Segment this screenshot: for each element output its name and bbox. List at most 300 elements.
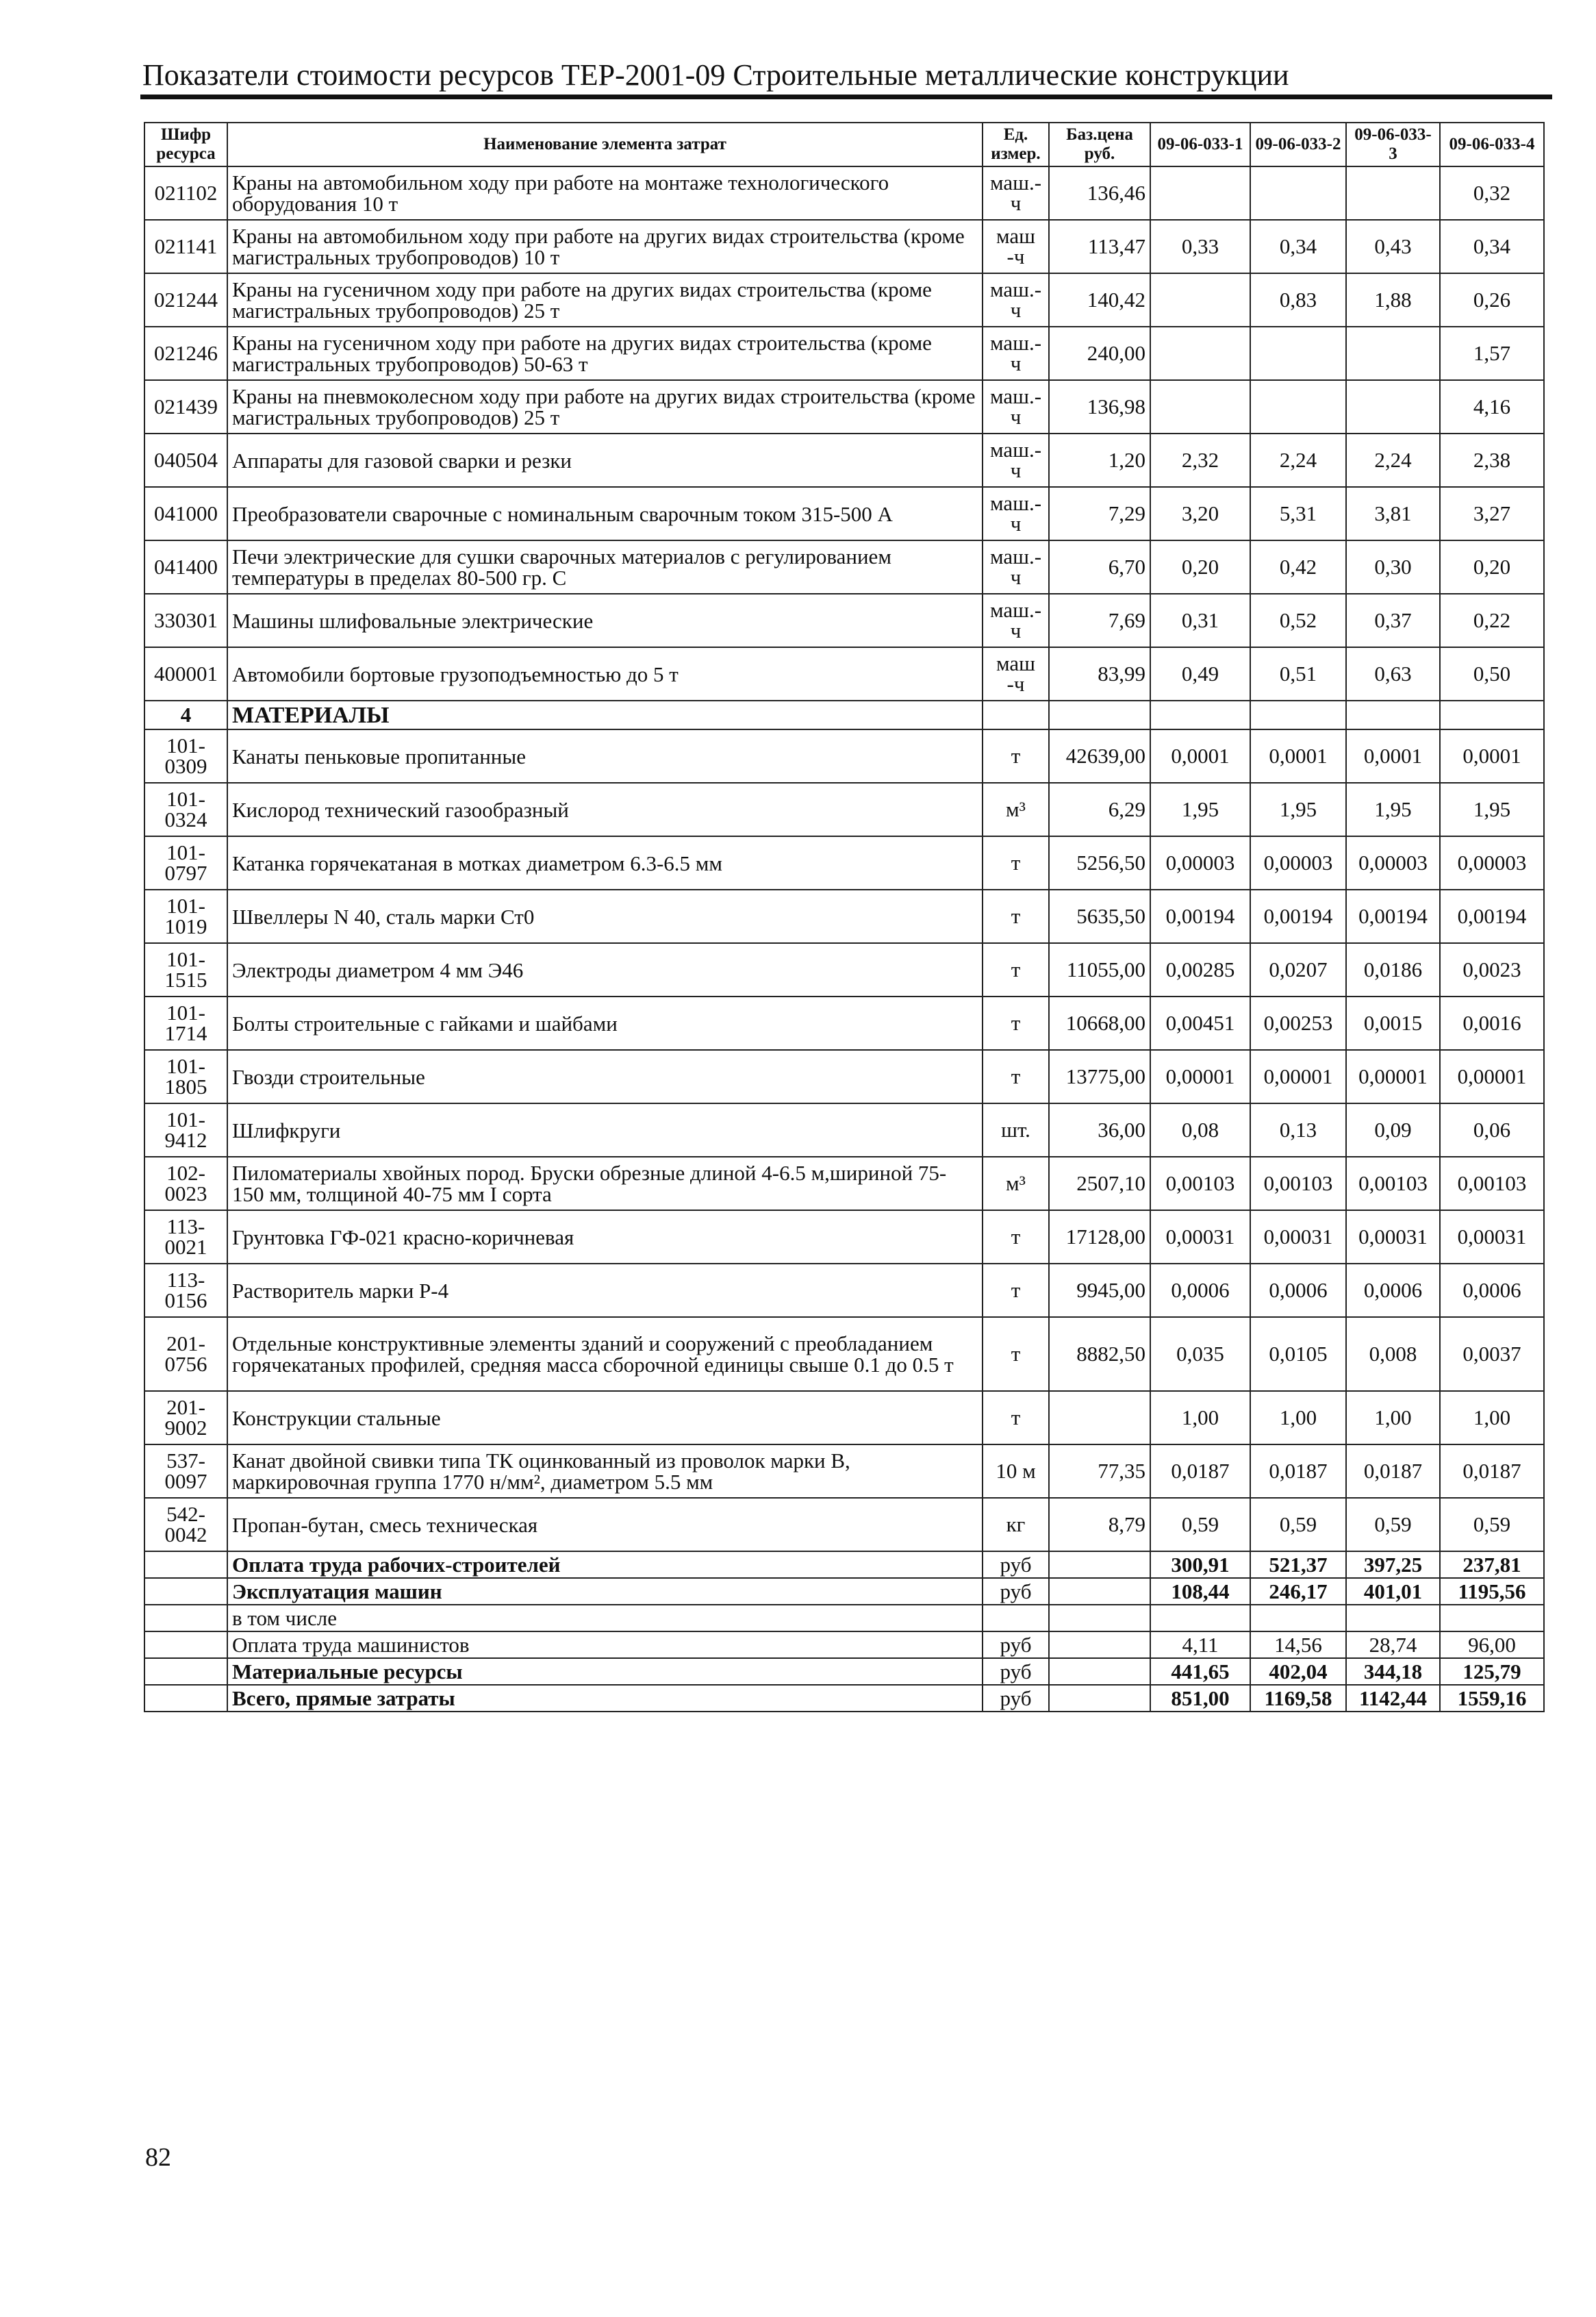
resource-code-cell: 101-9412 bbox=[144, 1103, 227, 1157]
value-033-2-cell: 402,04 bbox=[1250, 1658, 1346, 1685]
value-033-3-cell: 0,0006 bbox=[1346, 1264, 1440, 1317]
resource-code-cell: 040504 bbox=[144, 434, 227, 487]
table-row bbox=[144, 943, 1544, 997]
value-033-4-cell: 0,50 bbox=[1440, 647, 1544, 701]
value-033-1-cell: 0,31 bbox=[1150, 594, 1250, 647]
value-033-1-cell: 108,44 bbox=[1150, 1578, 1250, 1605]
resource-code-cell: 041400 bbox=[144, 540, 227, 594]
resource-code-cell: 537-0097 bbox=[144, 1444, 227, 1498]
header-rule bbox=[140, 95, 1552, 99]
empty-cell bbox=[1049, 1685, 1150, 1712]
resource-code-cell: 101-0309 bbox=[144, 729, 227, 783]
base-price-cell: 1,20 bbox=[1049, 434, 1150, 487]
table-row bbox=[144, 1103, 1544, 1157]
empty-cell bbox=[1049, 1605, 1150, 1631]
table-row bbox=[144, 380, 1544, 434]
value-033-2-cell: 0,00253 bbox=[1250, 997, 1346, 1050]
unit-cell bbox=[983, 1605, 1049, 1631]
value-033-3-cell: 1142,44 bbox=[1346, 1685, 1440, 1712]
empty-cell bbox=[1440, 701, 1544, 729]
table-row bbox=[144, 594, 1544, 647]
value-033-2-cell: 0,00031 bbox=[1250, 1210, 1346, 1264]
value-033-2-cell: 0,51 bbox=[1250, 647, 1346, 701]
table-row bbox=[144, 540, 1544, 594]
resource-name-cell: Краны на гусеничном ходу при работе на других видах строительства (кроме магистральных трубопроводов) 50-63 т bbox=[227, 327, 983, 380]
value-033-3-cell: 1,88 bbox=[1346, 273, 1440, 327]
value-033-1-cell: 0,035 bbox=[1150, 1317, 1250, 1391]
unit-cell: маш -ч bbox=[983, 647, 1049, 701]
table-row bbox=[144, 1210, 1544, 1264]
value-033-3-cell: 2,24 bbox=[1346, 434, 1440, 487]
summary-label-cell: Всего, прямые затраты bbox=[227, 1685, 983, 1712]
unit-cell: руб bbox=[983, 1658, 1049, 1685]
resource-code-cell: 201-0756 bbox=[144, 1317, 227, 1391]
value-033-1-cell: 0,00103 bbox=[1150, 1157, 1250, 1210]
value-033-2-cell bbox=[1250, 166, 1346, 220]
value-033-3-cell: 0,00001 bbox=[1346, 1050, 1440, 1103]
unit-cell: т bbox=[983, 1210, 1049, 1264]
value-033-3-cell: 0,00031 bbox=[1346, 1210, 1440, 1264]
value-033-1-cell: 0,59 bbox=[1150, 1498, 1250, 1551]
unit-cell: маш.-ч bbox=[983, 273, 1049, 327]
value-033-4-cell: 0,0187 bbox=[1440, 1444, 1544, 1498]
resource-name-cell: Пиломатериалы хвойных пород. Бруски обрезные длиной 4-6.5 м,шириной 75-150 мм, толщиной 40-75 мм I сорта bbox=[227, 1157, 983, 1210]
value-033-2-cell: 0,0105 bbox=[1250, 1317, 1346, 1391]
unit-cell: м³ bbox=[983, 1157, 1049, 1210]
unit-cell: т bbox=[983, 890, 1049, 943]
unit-cell: руб bbox=[983, 1685, 1049, 1712]
resource-name-cell: Швеллеры N 40, сталь марки Ст0 bbox=[227, 890, 983, 943]
resource-name-cell: Печи электрические для сушки сварочных материалов с регулированием температуры в пределах 80-500 гр. С bbox=[227, 540, 983, 594]
empty-cell bbox=[1346, 701, 1440, 729]
value-033-2-cell: 0,59 bbox=[1250, 1498, 1346, 1551]
empty-cell bbox=[144, 1631, 227, 1658]
value-033-2-cell: 0,0187 bbox=[1250, 1444, 1346, 1498]
value-033-1-cell: 0,33 bbox=[1150, 220, 1250, 273]
value-033-3-cell: 0,37 bbox=[1346, 594, 1440, 647]
resource-code-cell: 113-0021 bbox=[144, 1210, 227, 1264]
base-price-cell: 240,00 bbox=[1049, 327, 1150, 380]
value-033-2-cell: 0,34 bbox=[1250, 220, 1346, 273]
empty-cell bbox=[1049, 1631, 1150, 1658]
value-033-4-cell: 0,0006 bbox=[1440, 1264, 1544, 1317]
section-number: 4 bbox=[144, 701, 227, 729]
unit-cell: т bbox=[983, 729, 1049, 783]
resource-name-cell: Грунтовка ГФ-021 красно-коричневая bbox=[227, 1210, 983, 1264]
resource-name-cell: Канат двойной свивки типа ТК оцинкованный из проволок марки В, маркировочная группа 1770 н/мм², диаметром 5.5 мм bbox=[227, 1444, 983, 1498]
value-033-4-cell: 0,0001 bbox=[1440, 729, 1544, 783]
value-033-3-cell: 0,0015 bbox=[1346, 997, 1440, 1050]
value-033-1-cell: 2,32 bbox=[1150, 434, 1250, 487]
resource-code-cell: 021246 bbox=[144, 327, 227, 380]
value-033-4-cell: 96,00 bbox=[1440, 1631, 1544, 1658]
value-033-3-cell bbox=[1346, 327, 1440, 380]
table-row bbox=[144, 434, 1544, 487]
value-033-2-cell: 0,00194 bbox=[1250, 890, 1346, 943]
unit-cell: маш.-ч bbox=[983, 434, 1049, 487]
base-price-cell: 77,35 bbox=[1049, 1444, 1150, 1498]
value-033-3-cell: 0,59 bbox=[1346, 1498, 1440, 1551]
unit-cell: маш.-ч bbox=[983, 327, 1049, 380]
empty-cell bbox=[1049, 701, 1150, 729]
resource-name-cell: Канаты пеньковые пропитанные bbox=[227, 729, 983, 783]
value-033-1-cell: 0,00001 bbox=[1150, 1050, 1250, 1103]
value-033-2-cell: 1,00 bbox=[1250, 1391, 1346, 1444]
empty-cell bbox=[1250, 701, 1346, 729]
table-row bbox=[144, 1444, 1544, 1498]
unit-cell: маш.-ч bbox=[983, 487, 1049, 540]
value-033-1-cell: 0,00285 bbox=[1150, 943, 1250, 997]
col-header-price: Баз.цена руб. bbox=[1049, 123, 1150, 166]
table-row bbox=[144, 1264, 1544, 1317]
value-033-1-cell bbox=[1150, 273, 1250, 327]
value-033-4-cell: 0,0023 bbox=[1440, 943, 1544, 997]
value-033-1-cell: 300,91 bbox=[1150, 1551, 1250, 1578]
value-033-1-cell: 0,00003 bbox=[1150, 836, 1250, 890]
resource-name-cell: Краны на автомобильном ходу при работе на монтаже технологического оборудования 10 т bbox=[227, 166, 983, 220]
section-row bbox=[144, 701, 1544, 729]
value-033-2-cell: 1169,58 bbox=[1250, 1685, 1346, 1712]
resource-name-cell: Конструкции стальные bbox=[227, 1391, 983, 1444]
value-033-4-cell: 125,79 bbox=[1440, 1658, 1544, 1685]
section-title: МАТЕРИАЛЫ bbox=[227, 701, 983, 729]
value-033-2-cell: 0,00001 bbox=[1250, 1050, 1346, 1103]
value-033-2-cell: 1,95 bbox=[1250, 783, 1346, 836]
base-price-cell: 11055,00 bbox=[1049, 943, 1150, 997]
base-price-cell: 36,00 bbox=[1049, 1103, 1150, 1157]
value-033-4-cell: 4,16 bbox=[1440, 380, 1544, 434]
summary-label-cell: Эксплуатация машин bbox=[227, 1578, 983, 1605]
base-price-cell: 5256,50 bbox=[1049, 836, 1150, 890]
value-033-1-cell bbox=[1150, 1605, 1250, 1631]
resource-code-cell: 101-1515 bbox=[144, 943, 227, 997]
unit-cell: кг bbox=[983, 1498, 1049, 1551]
value-033-2-cell bbox=[1250, 1605, 1346, 1631]
base-price-cell: 10668,00 bbox=[1049, 997, 1150, 1050]
empty-cell bbox=[1049, 1578, 1150, 1605]
resource-name-cell: Пропан-бутан, смесь техническая bbox=[227, 1498, 983, 1551]
resource-name-cell: Болты строительные с гайками и шайбами bbox=[227, 997, 983, 1050]
base-price-cell bbox=[1049, 1391, 1150, 1444]
unit-cell: т bbox=[983, 1050, 1049, 1103]
resource-code-cell: 102-0023 bbox=[144, 1157, 227, 1210]
value-033-2-cell: 14,56 bbox=[1250, 1631, 1346, 1658]
table-header-row bbox=[144, 123, 1544, 166]
value-033-4-cell: 0,20 bbox=[1440, 540, 1544, 594]
value-033-4-cell: 0,26 bbox=[1440, 273, 1544, 327]
value-033-3-cell: 0,0001 bbox=[1346, 729, 1440, 783]
value-033-2-cell: 0,0001 bbox=[1250, 729, 1346, 783]
value-033-4-cell: 0,22 bbox=[1440, 594, 1544, 647]
page-header: Показатели стоимости ресурсов ТЕР-2001-09 Строительные металлические конструкции bbox=[142, 58, 1289, 92]
value-033-4-cell: 0,00103 bbox=[1440, 1157, 1544, 1210]
value-033-2-cell: 0,0207 bbox=[1250, 943, 1346, 997]
table-row bbox=[144, 890, 1544, 943]
table-body bbox=[144, 166, 1544, 1712]
value-033-4-cell: 0,32 bbox=[1440, 166, 1544, 220]
col-header-033-4: 09-06-033-4 bbox=[1440, 123, 1544, 166]
base-price-cell: 83,99 bbox=[1049, 647, 1150, 701]
value-033-1-cell: 4,11 bbox=[1150, 1631, 1250, 1658]
resource-name-cell: Краны на автомобильном ходу при работе на других видах строительства (кроме магистральных трубопроводов) 10 т bbox=[227, 220, 983, 273]
table-row bbox=[144, 220, 1544, 273]
value-033-1-cell: 0,00031 bbox=[1150, 1210, 1250, 1264]
empty-cell bbox=[144, 1551, 227, 1578]
base-price-cell: 13775,00 bbox=[1049, 1050, 1150, 1103]
value-033-4-cell: 1,95 bbox=[1440, 783, 1544, 836]
value-033-1-cell: 3,20 bbox=[1150, 487, 1250, 540]
unit-cell: шт. bbox=[983, 1103, 1049, 1157]
unit-cell: маш -ч bbox=[983, 220, 1049, 273]
value-033-4-cell: 3,27 bbox=[1440, 487, 1544, 540]
value-033-3-cell bbox=[1346, 166, 1440, 220]
value-033-2-cell: 0,52 bbox=[1250, 594, 1346, 647]
value-033-2-cell: 0,0006 bbox=[1250, 1264, 1346, 1317]
value-033-2-cell: 0,00103 bbox=[1250, 1157, 1346, 1210]
unit-cell: руб bbox=[983, 1551, 1049, 1578]
resource-code-cell: 113-0156 bbox=[144, 1264, 227, 1317]
unit-cell: т bbox=[983, 836, 1049, 890]
base-price-cell: 136,46 bbox=[1049, 166, 1150, 220]
resource-code-cell: 041000 bbox=[144, 487, 227, 540]
value-033-4-cell: 0,00031 bbox=[1440, 1210, 1544, 1264]
unit-cell: м³ bbox=[983, 783, 1049, 836]
value-033-1-cell bbox=[1150, 380, 1250, 434]
col-header-name: Наименование элемента затрат bbox=[227, 123, 983, 166]
value-033-4-cell bbox=[1440, 1605, 1544, 1631]
resource-code-cell: 101-1019 bbox=[144, 890, 227, 943]
empty-cell bbox=[144, 1605, 227, 1631]
summary-label-cell: Оплата труда рабочих-строителей bbox=[227, 1551, 983, 1578]
table-row bbox=[144, 327, 1544, 380]
value-033-3-cell bbox=[1346, 380, 1440, 434]
summary-row bbox=[144, 1631, 1544, 1658]
table-row bbox=[144, 1498, 1544, 1551]
base-price-cell: 9945,00 bbox=[1049, 1264, 1150, 1317]
unit-cell: т bbox=[983, 997, 1049, 1050]
table-row bbox=[144, 647, 1544, 701]
value-033-1-cell bbox=[1150, 166, 1250, 220]
resource-cost-table bbox=[144, 122, 1545, 1712]
resource-code-cell: 201-9002 bbox=[144, 1391, 227, 1444]
summary-row bbox=[144, 1605, 1544, 1631]
base-price-cell: 6,29 bbox=[1049, 783, 1150, 836]
table-row bbox=[144, 166, 1544, 220]
value-033-3-cell bbox=[1346, 1605, 1440, 1631]
resource-code-cell: 101-0797 bbox=[144, 836, 227, 890]
table-row bbox=[144, 836, 1544, 890]
col-header-unit: Ед. измер. bbox=[983, 123, 1049, 166]
value-033-3-cell: 0,00003 bbox=[1346, 836, 1440, 890]
value-033-1-cell: 851,00 bbox=[1150, 1685, 1250, 1712]
base-price-cell: 136,98 bbox=[1049, 380, 1150, 434]
summary-row bbox=[144, 1685, 1544, 1712]
value-033-1-cell: 0,0006 bbox=[1150, 1264, 1250, 1317]
table-row bbox=[144, 487, 1544, 540]
value-033-3-cell: 0,30 bbox=[1346, 540, 1440, 594]
summary-row bbox=[144, 1658, 1544, 1685]
value-033-4-cell: 0,00003 bbox=[1440, 836, 1544, 890]
value-033-3-cell: 0,0187 bbox=[1346, 1444, 1440, 1498]
value-033-2-cell: 0,00003 bbox=[1250, 836, 1346, 890]
value-033-1-cell: 0,00194 bbox=[1150, 890, 1250, 943]
resource-code-cell: 021244 bbox=[144, 273, 227, 327]
base-price-cell: 2507,10 bbox=[1049, 1157, 1150, 1210]
summary-label-cell: Материальные ресурсы bbox=[227, 1658, 983, 1685]
value-033-1-cell: 0,00451 bbox=[1150, 997, 1250, 1050]
summary-label-cell: в том числе bbox=[227, 1605, 983, 1631]
empty-cell bbox=[1150, 701, 1250, 729]
value-033-3-cell: 28,74 bbox=[1346, 1631, 1440, 1658]
resource-name-cell: Краны на пневмоколесном ходу при работе на других видах строительства (кроме магистральных трубопроводов) 25 т bbox=[227, 380, 983, 434]
unit-cell: маш.-ч bbox=[983, 380, 1049, 434]
value-033-3-cell: 401,01 bbox=[1346, 1578, 1440, 1605]
value-033-3-cell: 0,00194 bbox=[1346, 890, 1440, 943]
value-033-2-cell: 246,17 bbox=[1250, 1578, 1346, 1605]
value-033-2-cell: 0,13 bbox=[1250, 1103, 1346, 1157]
base-price-cell: 17128,00 bbox=[1049, 1210, 1150, 1264]
table-row bbox=[144, 273, 1544, 327]
unit-cell: т bbox=[983, 943, 1049, 997]
summary-row bbox=[144, 1578, 1544, 1605]
col-header-code: Шифр ресурса bbox=[144, 123, 227, 166]
base-price-cell: 8,79 bbox=[1049, 1498, 1150, 1551]
unit-cell: маш.-ч bbox=[983, 166, 1049, 220]
value-033-3-cell: 3,81 bbox=[1346, 487, 1440, 540]
resource-name-cell: Аппараты для газовой сварки и резки bbox=[227, 434, 983, 487]
unit-cell: руб bbox=[983, 1578, 1049, 1605]
empty-cell bbox=[144, 1685, 227, 1712]
value-033-1-cell: 1,00 bbox=[1150, 1391, 1250, 1444]
resource-name-cell: Кислород технический газообразный bbox=[227, 783, 983, 836]
value-033-1-cell: 0,20 bbox=[1150, 540, 1250, 594]
summary-row bbox=[144, 1551, 1544, 1578]
resource-name-cell: Отдельные конструктивные элементы зданий и сооружений с преобладанием горячекатаных профилей, средняя масса сборочной единицы свыше 0.1 до 0.5 т bbox=[227, 1317, 983, 1391]
value-033-1-cell: 0,0187 bbox=[1150, 1444, 1250, 1498]
resource-code-cell: 542-0042 bbox=[144, 1498, 227, 1551]
value-033-3-cell: 344,18 bbox=[1346, 1658, 1440, 1685]
value-033-3-cell: 0,63 bbox=[1346, 647, 1440, 701]
resource-code-cell: 101-1714 bbox=[144, 997, 227, 1050]
value-033-3-cell: 0,00103 bbox=[1346, 1157, 1440, 1210]
empty-cell bbox=[983, 701, 1049, 729]
value-033-3-cell: 0,008 bbox=[1346, 1317, 1440, 1391]
base-price-cell: 5635,50 bbox=[1049, 890, 1150, 943]
table-row bbox=[144, 1391, 1544, 1444]
resource-name-cell: Преобразователи сварочные с номинальным сварочным током 315-500 А bbox=[227, 487, 983, 540]
value-033-4-cell: 1195,56 bbox=[1440, 1578, 1544, 1605]
value-033-4-cell: 0,0037 bbox=[1440, 1317, 1544, 1391]
value-033-1-cell: 0,08 bbox=[1150, 1103, 1250, 1157]
table-row bbox=[144, 729, 1544, 783]
value-033-3-cell: 397,25 bbox=[1346, 1551, 1440, 1578]
value-033-1-cell: 0,0001 bbox=[1150, 729, 1250, 783]
value-033-3-cell: 0,43 bbox=[1346, 220, 1440, 273]
value-033-1-cell bbox=[1150, 327, 1250, 380]
unit-cell: т bbox=[983, 1317, 1049, 1391]
value-033-2-cell: 0,83 bbox=[1250, 273, 1346, 327]
summary-label-cell: Оплата труда машинистов bbox=[227, 1631, 983, 1658]
value-033-4-cell: 1,57 bbox=[1440, 327, 1544, 380]
base-price-cell: 8882,50 bbox=[1049, 1317, 1150, 1391]
base-price-cell: 113,47 bbox=[1049, 220, 1150, 273]
resource-code-cell: 021439 bbox=[144, 380, 227, 434]
value-033-1-cell: 441,65 bbox=[1150, 1658, 1250, 1685]
resource-code-cell: 101-1805 bbox=[144, 1050, 227, 1103]
unit-cell: маш.-ч bbox=[983, 540, 1049, 594]
base-price-cell: 7,29 bbox=[1049, 487, 1150, 540]
value-033-3-cell: 1,95 bbox=[1346, 783, 1440, 836]
value-033-4-cell: 0,00001 bbox=[1440, 1050, 1544, 1103]
value-033-2-cell: 2,24 bbox=[1250, 434, 1346, 487]
unit-cell: маш.-ч bbox=[983, 594, 1049, 647]
resource-name-cell: Электроды диаметром 4 мм Э46 bbox=[227, 943, 983, 997]
empty-cell bbox=[1049, 1551, 1150, 1578]
value-033-2-cell bbox=[1250, 327, 1346, 380]
resource-name-cell: Шлифкруги bbox=[227, 1103, 983, 1157]
table-row bbox=[144, 1157, 1544, 1210]
unit-cell: т bbox=[983, 1264, 1049, 1317]
resource-code-cell: 021102 bbox=[144, 166, 227, 220]
table-row bbox=[144, 1050, 1544, 1103]
value-033-2-cell: 5,31 bbox=[1250, 487, 1346, 540]
value-033-3-cell: 1,00 bbox=[1346, 1391, 1440, 1444]
value-033-4-cell: 0,00194 bbox=[1440, 890, 1544, 943]
resource-code-cell: 101-0324 bbox=[144, 783, 227, 836]
resource-name-cell: Гвозди строительные bbox=[227, 1050, 983, 1103]
page-number: 82 bbox=[145, 2143, 171, 2172]
resource-name-cell: Машины шлифовальные электрические bbox=[227, 594, 983, 647]
unit-cell: 10 м bbox=[983, 1444, 1049, 1498]
empty-cell bbox=[1049, 1658, 1150, 1685]
col-header-033-2: 09-06-033-2 bbox=[1250, 123, 1346, 166]
value-033-4-cell: 1,00 bbox=[1440, 1391, 1544, 1444]
table-row bbox=[144, 1317, 1544, 1391]
base-price-cell: 7,69 bbox=[1049, 594, 1150, 647]
col-header-033-3: 09-06-033-3 bbox=[1346, 123, 1440, 166]
unit-cell: руб bbox=[983, 1631, 1049, 1658]
empty-cell bbox=[144, 1658, 227, 1685]
base-price-cell: 140,42 bbox=[1049, 273, 1150, 327]
value-033-4-cell: 0,0016 bbox=[1440, 997, 1544, 1050]
resource-name-cell: Катанка горячекатаная в мотках диаметром 6.3-6.5 мм bbox=[227, 836, 983, 890]
value-033-2-cell: 521,37 bbox=[1250, 1551, 1346, 1578]
value-033-2-cell bbox=[1250, 380, 1346, 434]
table-row bbox=[144, 783, 1544, 836]
base-price-cell: 42639,00 bbox=[1049, 729, 1150, 783]
resource-code-cell: 021141 bbox=[144, 220, 227, 273]
value-033-4-cell: 0,34 bbox=[1440, 220, 1544, 273]
resource-code-cell: 330301 bbox=[144, 594, 227, 647]
table-row bbox=[144, 997, 1544, 1050]
value-033-3-cell: 0,09 bbox=[1346, 1103, 1440, 1157]
value-033-3-cell: 0,0186 bbox=[1346, 943, 1440, 997]
value-033-4-cell: 0,06 bbox=[1440, 1103, 1544, 1157]
value-033-1-cell: 1,95 bbox=[1150, 783, 1250, 836]
resource-name-cell: Растворитель марки Р-4 bbox=[227, 1264, 983, 1317]
col-header-033-1: 09-06-033-1 bbox=[1150, 123, 1250, 166]
resource-name-cell: Автомобили бортовые грузоподъемностью до 5 т bbox=[227, 647, 983, 701]
value-033-4-cell: 2,38 bbox=[1440, 434, 1544, 487]
value-033-1-cell: 0,49 bbox=[1150, 647, 1250, 701]
empty-cell bbox=[144, 1578, 227, 1605]
value-033-2-cell: 0,42 bbox=[1250, 540, 1346, 594]
resource-name-cell: Краны на гусеничном ходу при работе на других видах строительства (кроме магистральных трубопроводов) 25 т bbox=[227, 273, 983, 327]
value-033-4-cell: 237,81 bbox=[1440, 1551, 1544, 1578]
unit-cell: т bbox=[983, 1391, 1049, 1444]
value-033-4-cell: 1559,16 bbox=[1440, 1685, 1544, 1712]
resource-code-cell: 400001 bbox=[144, 647, 227, 701]
